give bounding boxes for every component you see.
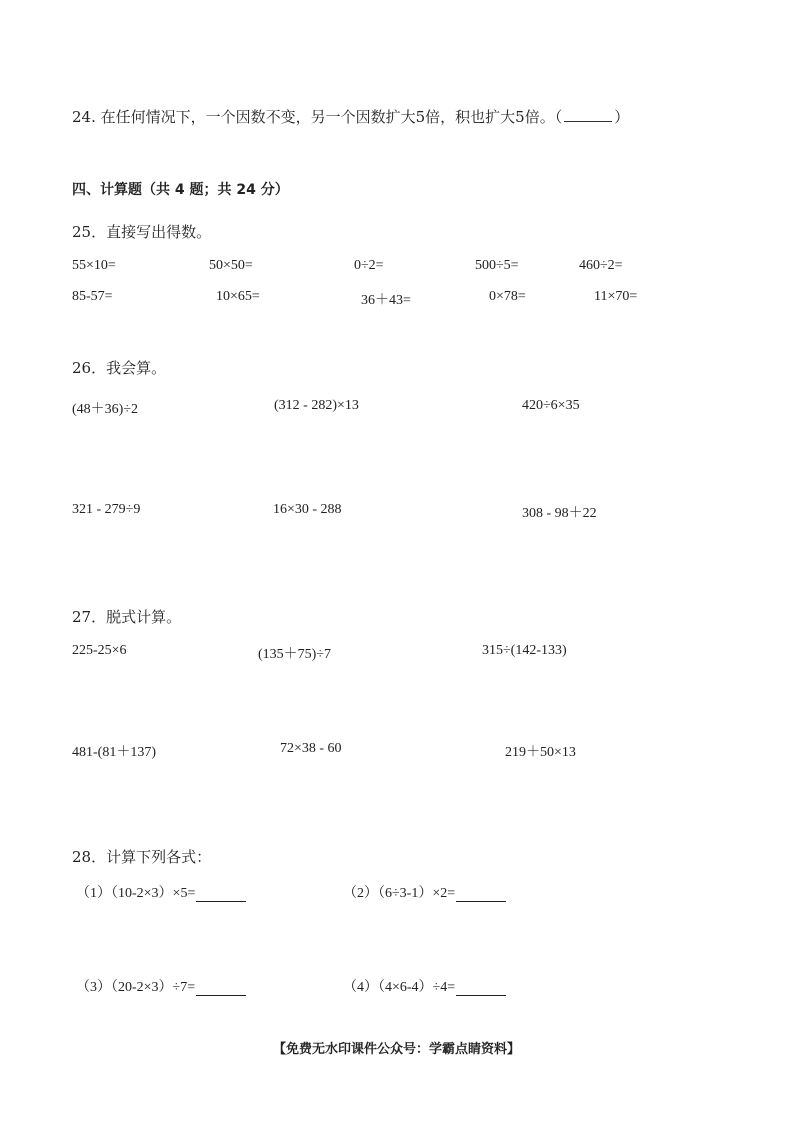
answer-blank[interactable] (196, 887, 246, 902)
q28-item-text: （4）（4×6-4）÷4= (343, 980, 456, 995)
q28-item-text: （2）（6÷3-1）×2= (343, 886, 456, 901)
q26-expr: 321 - 279÷9 (72, 502, 141, 517)
q26-expr: (48＋36)÷2 (72, 402, 139, 417)
answer-blank[interactable] (456, 887, 506, 902)
answer-blank[interactable] (456, 981, 506, 996)
footer-note: 【免费无水印课件公众号：学霸点睛资料】 (272, 1042, 520, 1057)
q25-expr: 11×70= (594, 289, 638, 304)
question-28-heading: 28．计算下列各式： (72, 848, 212, 866)
section-title: 四、计算题（共 4 题；共 24 分） (72, 182, 289, 198)
question-24-body: 在任何情况下，一个因数不变，另一个因数扩大5倍，积也扩大5倍。（ (100, 108, 563, 126)
question-24 (72, 106, 629, 127)
q27-expr: 219＋50×13 (505, 745, 576, 760)
question-24-text: 24. (72, 108, 96, 126)
q28-item (343, 976, 506, 996)
q25-expr: 460÷2= (579, 258, 623, 273)
question-26-heading: 26．我会算。 (72, 359, 167, 377)
q25-expr: 36＋43= (361, 293, 411, 308)
q28-item (76, 882, 246, 902)
q25-expr: 0×78= (489, 289, 526, 304)
q26-expr: (312 - 282)×13 (274, 398, 359, 413)
q27-expr: 315÷(142-133) (482, 643, 567, 658)
q27-expr: 481-(81＋137) (72, 745, 156, 760)
question-27-heading: 27．脱式计算。 (72, 608, 182, 626)
q27-expr: (135＋75)÷7 (258, 647, 332, 662)
q25-expr: 10×65= (216, 289, 260, 304)
question-24-answer-blank[interactable] (564, 107, 612, 122)
q25-expr: 0÷2= (354, 258, 384, 273)
q25-expr: 85-57= (72, 289, 113, 304)
q28-item-text: （3）（20-2×3）÷7= (76, 980, 196, 995)
q25-expr: 55×10= (72, 258, 116, 273)
q26-expr: 16×30 - 288 (273, 502, 342, 517)
q28-item (76, 976, 246, 996)
q27-expr: 225-25×6 (72, 643, 127, 658)
q27-expr: 72×38 - 60 (280, 741, 342, 756)
q26-expr: 420÷6×35 (522, 398, 580, 413)
question-25-heading: 25．直接写出得数。 (72, 223, 212, 241)
q26-expr: 308 - 98＋22 (522, 506, 597, 521)
q28-item (343, 882, 506, 902)
question-24-close-paren: ） (614, 108, 630, 126)
q28-item-text: （1）（10-2×3）×5= (76, 886, 196, 901)
q25-expr: 50×50= (209, 258, 253, 273)
answer-blank[interactable] (196, 981, 246, 996)
q25-expr: 500÷5= (475, 258, 519, 273)
